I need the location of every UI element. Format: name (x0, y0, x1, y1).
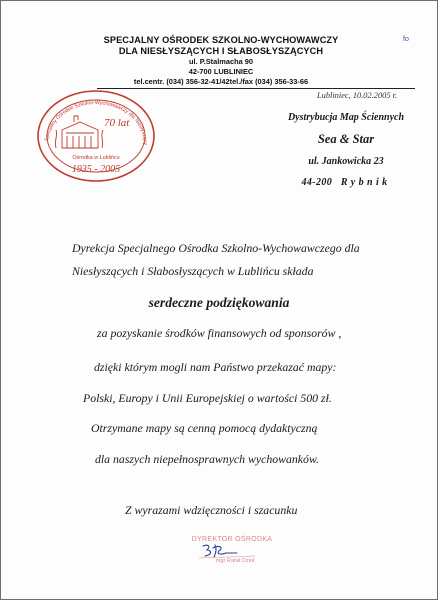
anniversary-seal (34, 86, 158, 184)
recipient-company-name: Sea & Star (317, 132, 375, 146)
institution-street: ul. P.Stalmacha 90 (189, 57, 253, 66)
body-line-2: Niesłyszących i Słabosłyszących w Lublińcu składa (72, 264, 314, 278)
body-line-3: za pozyskanie środków finansowych od sponsorów , (97, 326, 342, 340)
seal-anniversary: 70 lat (104, 117, 130, 129)
recipient-postal-code: 44-200 (301, 177, 333, 188)
director-stamp-title: DYREKTOR OŚRODKA (191, 536, 273, 543)
recipient-company-type: Dystrybucja Map Ściennych (287, 112, 405, 123)
closing-line: Z wyrazami wdzięczności i szacunku (125, 503, 298, 517)
corner-mark: fo (403, 36, 409, 43)
body-line-6: Otrzymane mapy są cenną pomocą dydaktyczną (91, 421, 318, 435)
recipient-street: ul. Jankowicka 23 (308, 156, 384, 167)
seal-place: Ośrodka w Lublińcu (72, 155, 120, 161)
seal-years: 1935 - 2005 (71, 164, 121, 175)
institution-name-line2: DLA NIESŁYSZĄCYCH I SŁABOSŁYSZĄCYCH (118, 46, 324, 56)
body-line-1: Dyrekcja Specjalnego Ośrodka Szkolno-Wychowawczego dla (72, 241, 360, 255)
body-line-7: dla naszych niepełnosprawnych wychowanków. (95, 452, 319, 466)
letter-date: Lubliniec, 10.02.2005 r. (317, 91, 398, 100)
seal-ring-text: Specjalny Ośrodek Szkolno-Wychowawczy dla Niesłyszący (44, 99, 149, 146)
institution-city: 42-700 LUBLINIEC (188, 67, 254, 76)
letterhead (61, 35, 381, 87)
seal-building-drawing (55, 116, 103, 148)
institution-phones: tel.centr. (034) 356-32-41/42tel./fax (034) 356-33-66 (133, 77, 309, 86)
thanks-headline: serdeczne podziękowania (148, 295, 290, 310)
recipient-city: Rybnik (340, 177, 391, 188)
institution-name-line1: SPECJALNY OŚRODEK SZKOLNO-WYCHOWAWCZY (103, 35, 339, 45)
director-stamp (177, 531, 287, 571)
handwritten-signature (203, 545, 237, 557)
body-line-4: dzięki którym mogli nam Państwo przekazać mapy: (94, 360, 337, 374)
body-line-5: Polski, Europy i Unii Europejskiej o wartości 500 zł. (83, 391, 332, 405)
director-stamp-name: mgr Rafał Ozioł (215, 558, 255, 564)
recipient-city-line (271, 177, 421, 188)
